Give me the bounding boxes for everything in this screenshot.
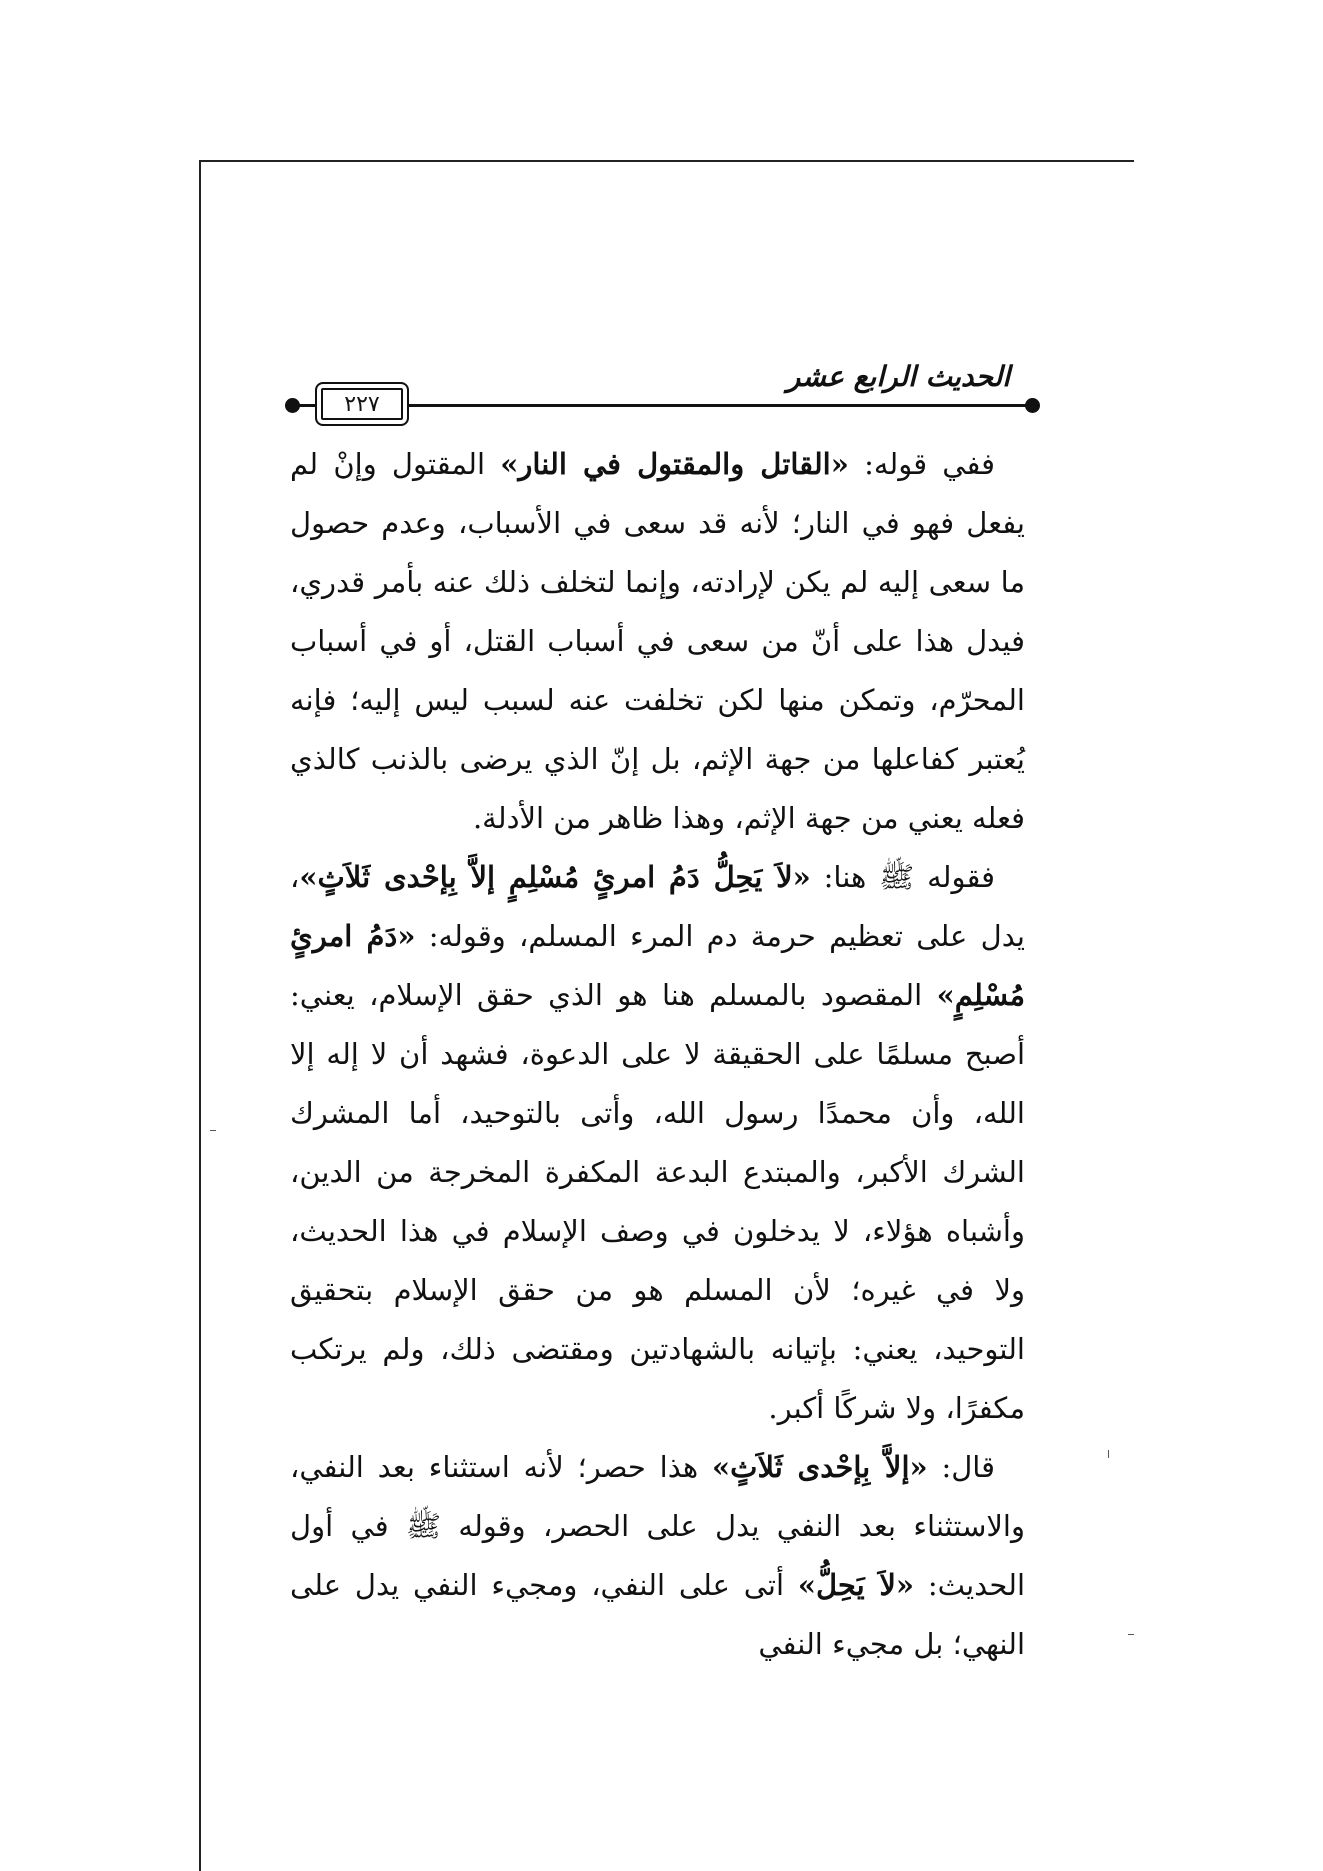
body-text xyxy=(290,435,1025,1674)
page-frame-top-line xyxy=(199,160,1134,162)
header-left-dot xyxy=(285,398,300,413)
paragraph-3-hadith-quote: «إلاَّ بِإحْدى ثَلاَثٍ» xyxy=(712,1450,928,1484)
page-frame-left-line xyxy=(199,160,201,1871)
paragraph-3 xyxy=(290,1438,1025,1674)
stray-mark xyxy=(1128,1634,1134,1635)
header-right-dot xyxy=(1025,398,1040,413)
paragraph-3-text: أتى على النفي، ومجيء النفي يدل على النهي؛ بل مجيء النفي xyxy=(290,1568,1025,1661)
paragraph-2-hadith-quote: «لاَ يَحِلُّ دَمُ امرئٍ مُسْلِمٍ إلاَّ بِإحْدى ثَلاَثٍ» xyxy=(299,860,811,894)
paragraph-2-hadith-quote-2: «دَمُ امرئٍ مُسْلِمٍ» xyxy=(290,919,1025,1012)
paragraph-3-intro: قال: xyxy=(927,1450,995,1484)
paragraph-2-intro: فقوله ﷺ هنا: xyxy=(810,860,995,894)
paragraph-1-hadith-quote: «القاتل والمقتول في النار» xyxy=(500,447,849,481)
paragraph-2-text: المقصود بالمسلم هنا هو الذي حقق الإسلام، يعني: أصبح مسلمًا على الحقيقة لا على الدعوة، فشهد أن لا إله إلا الله، وأن محمدًا رسول الله، وأتى بالتوحيد، أما المشرك الشرك الأكبر، والمبتدع البدعة المكفرة المخرجة من الدين، وأشباه هؤلاء، لا يدخلون في وصف الإسلام في هذا الحديث، ولا في غيره؛ لأن المسلم هو من حقق الإسلام بتحقيق التوحيد، يعني: بإتيانه بالشهادتين ومقتضى ذلك، ولم يرتكب مكفرًا، ولا شركًا أكبر. xyxy=(290,978,1025,1425)
paragraph-2 xyxy=(290,848,1025,1438)
page-number: ٢٢٧ xyxy=(315,382,409,426)
paragraph-1 xyxy=(290,435,1025,848)
chapter-title: الحديث الرابع عشر xyxy=(786,360,1010,393)
paragraph-1-intro: ففي قوله: xyxy=(848,447,995,481)
page-header xyxy=(285,360,1040,424)
paragraph-3-hadith-quote-2: «لاَ يَحِلُّ» xyxy=(797,1568,915,1602)
stray-mark xyxy=(1108,1450,1109,1458)
paragraph-3-middle: هذا حصر؛ لأنه استثناء بعد النفي، والاستثناء بعد النفي يدل على الحصر، وقوله ﷺ في أول الحديث: xyxy=(290,1450,1025,1602)
paragraph-2-middle: ، يدل على تعظيم حرمة دم المرء المسلم، وقوله: xyxy=(290,860,1025,953)
paragraph-1-text: المقتول وإنْ لم يفعل فهو في النار؛ لأنه قد سعى في الأسباب، وعدم حصول ما سعى إليه لم يكن لإرادته، وإنما لتخلف ذلك عنه بأمر قدري، فيدل هذا على أنّ من سعى في أسباب القتل، أو في أسباب المحرّم، وتمكن منها لكن تخلفت عنه لسبب ليس إليه؛ فإنه يُعتبر كفاعلها من جهة الإثم، بل إنّ الذي يرضى بالذنب كالذي فعله يعني من جهة الإثم، وهذا ظاهر من الأدلة. xyxy=(290,447,1025,835)
stray-mark xyxy=(210,1130,216,1131)
